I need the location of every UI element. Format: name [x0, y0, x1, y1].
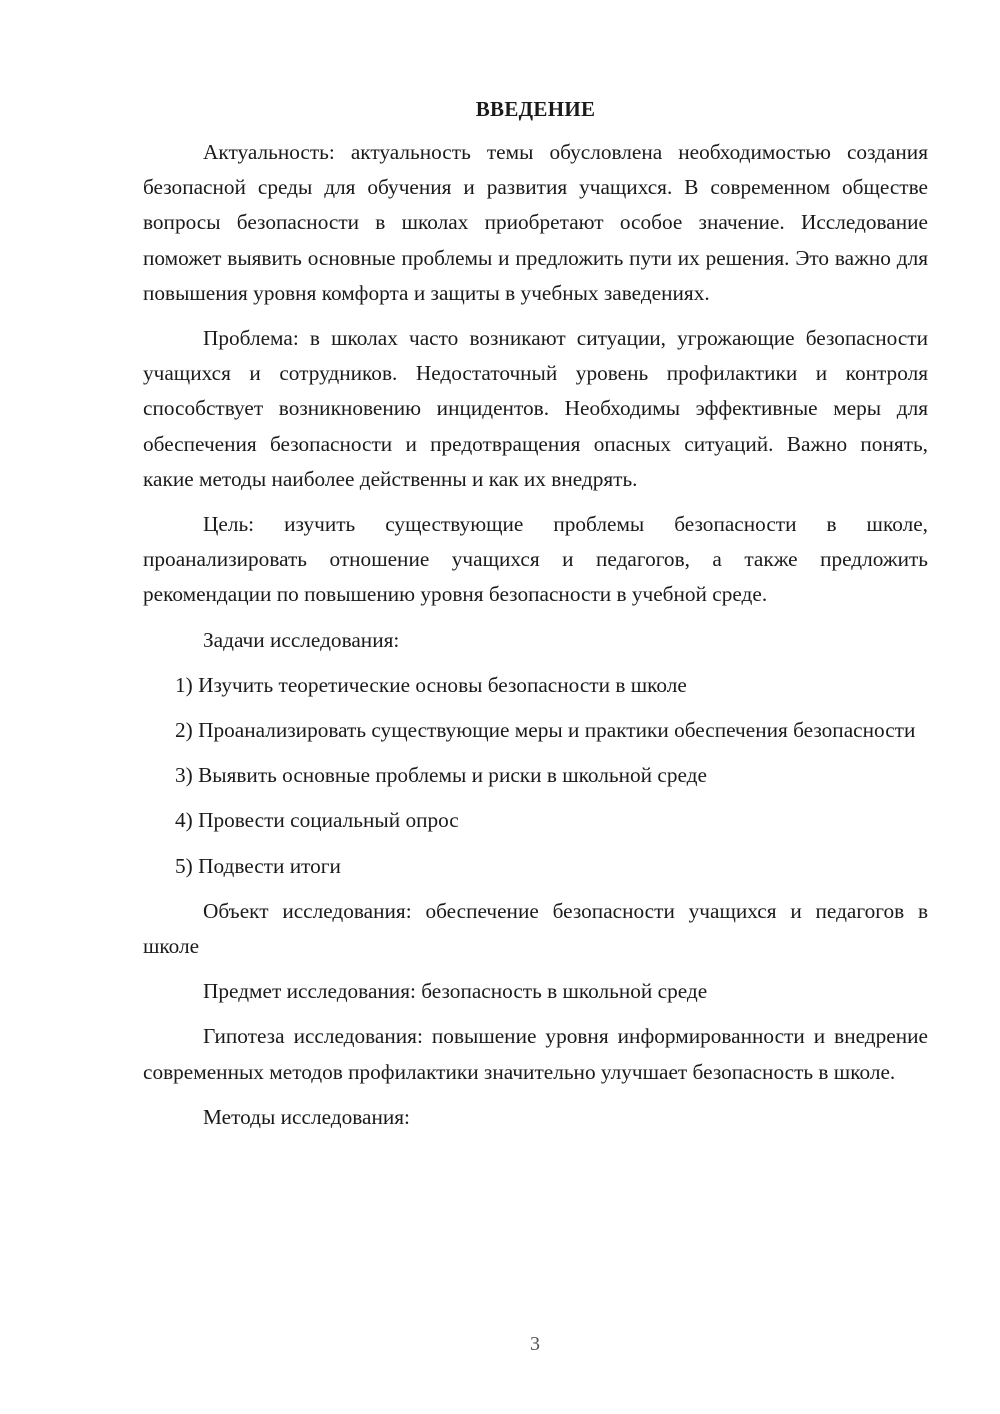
paragraph-object: Объект исследования: обеспечение безопасности учащихся и педагогов в школе	[143, 898, 928, 959]
task-item-3: 3) Выявить основные проблемы и риски в школьной среде	[175, 763, 707, 788]
paragraph-hypothesis: Гипотеза исследования: повышение уровня информированности и внедрение современных методов профилактики значительно улучшает безопасность в школе.	[143, 1024, 928, 1084]
task-item-1: 1) Изучить теоретические основы безопасности в школе	[175, 672, 687, 697]
paragraph-subject: Предмет исследования: безопасность в школьной среде	[203, 979, 708, 1004]
task-item-4: 4) Провести социальный опрос	[175, 808, 459, 833]
tasks-heading: Задачи исследования:	[203, 627, 400, 652]
paragraph-relevance: Актуальность: актуальность темы обусловлена необходимостью создания безопасной среды для обучения и развития учащихся. В современном обществе вопросы безопасности в школах приобретают особое значение. Исследование поможет выявить основные проблемы и предложить пути их решения. Это важно для повышения уровня комфорта и защиты в учебных заведениях.	[143, 140, 928, 305]
page-number: 3	[530, 1333, 540, 1355]
paragraph-goal: Цель: изучить существующие проблемы безопасности в школе, проанализировать отношение учащихся и педагогов, а также предложить рекомендации по повышению уровня безопасности в учебной среде.	[143, 512, 928, 607]
paragraph-problem: Проблема: в школах часто возникают ситуации, угрожающие безопасности учащихся и сотрудников. Недостаточный уровень профилактики и контроля способствует возникновению инцидентов. Необходимы эффективные меры для обеспечения безопасности и предотвращения опасных ситуаций. Важно понять, какие методы наиболее действенны и как их внедрять.	[143, 326, 928, 491]
document-title: ВВЕДЕНИЕ	[475, 97, 596, 121]
methods-heading: Методы исследования:	[203, 1104, 410, 1129]
task-item-2: 2) Проанализировать существующие меры и практики обеспечения безопасности	[175, 718, 916, 743]
document-page	[143, 92, 928, 1135]
task-item-5: 5) Подвести итоги	[175, 853, 341, 878]
